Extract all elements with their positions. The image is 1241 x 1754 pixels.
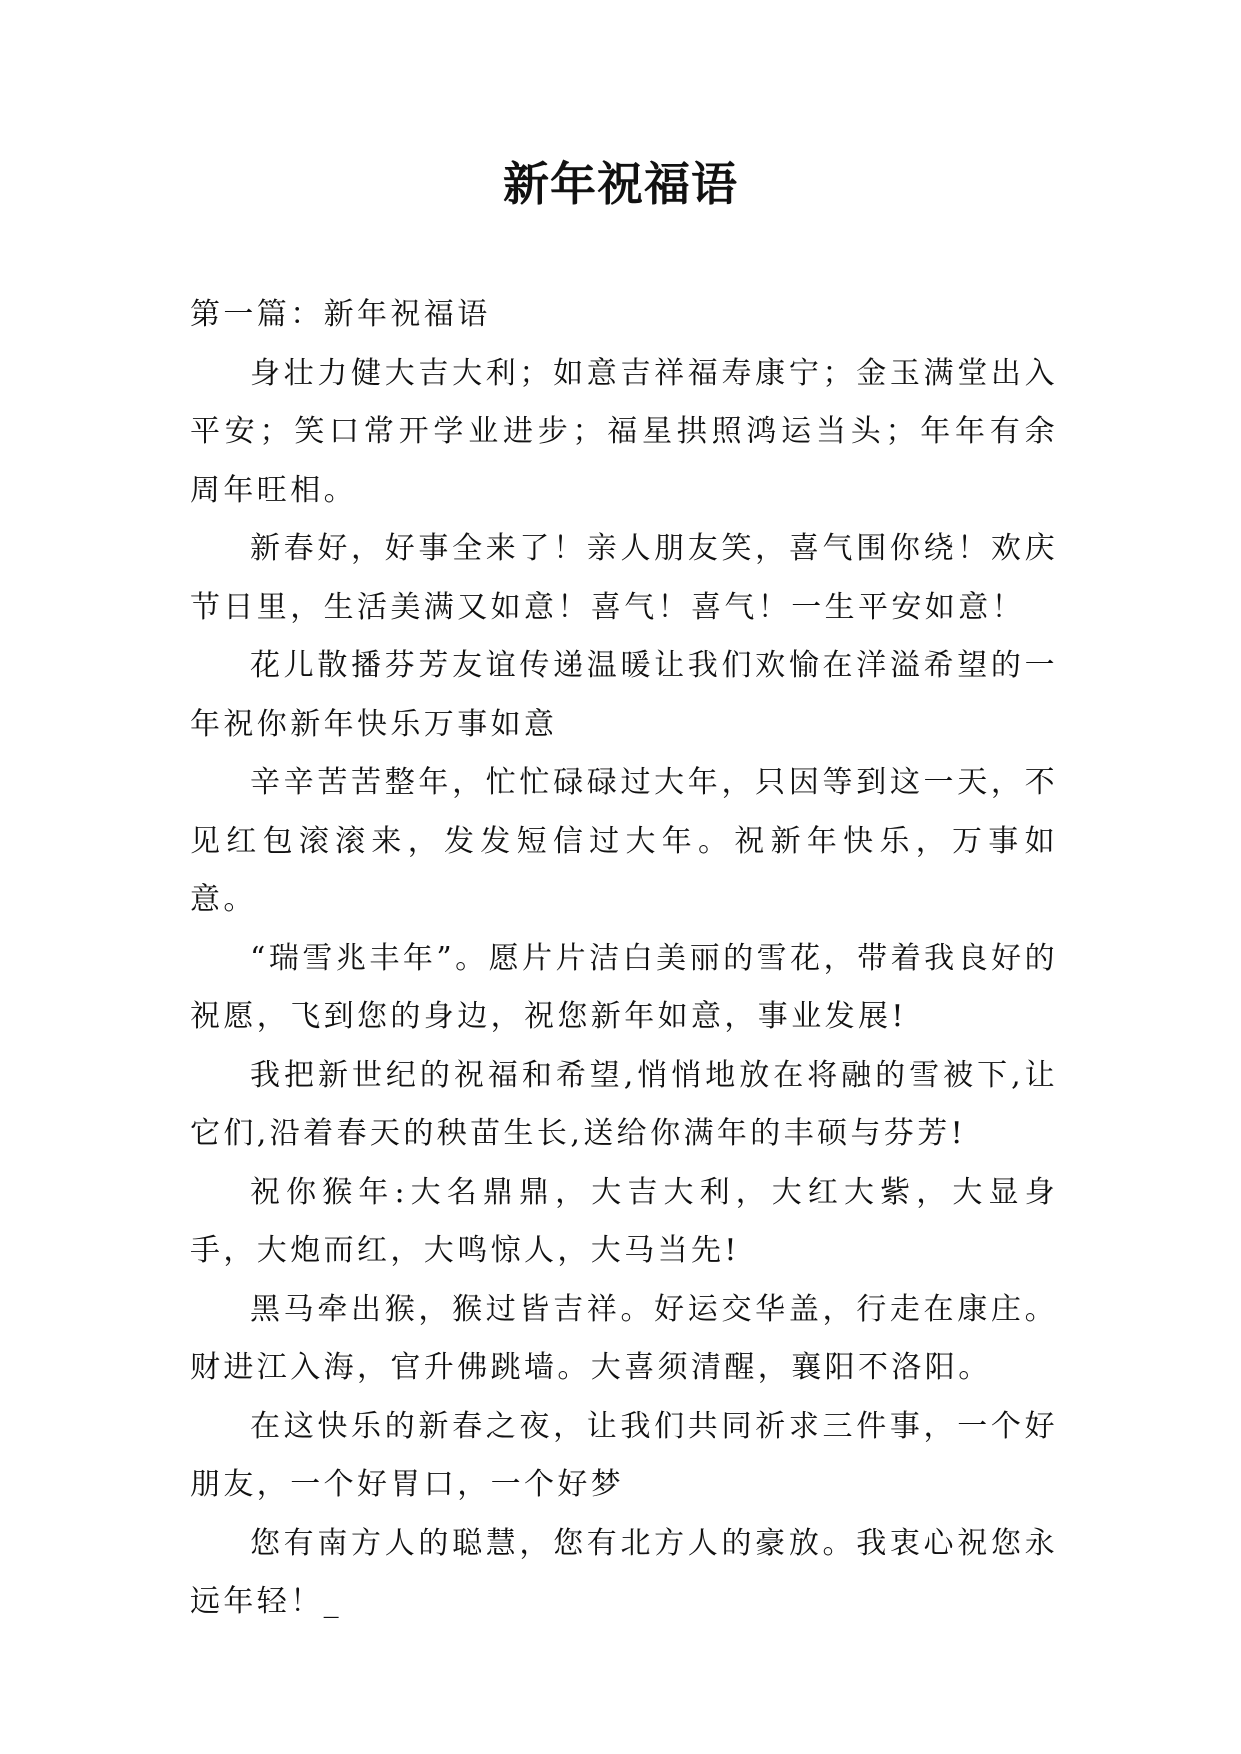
paragraph: 我把新世纪的祝福和希望,悄悄地放在将融的雪被下,让它们,沿着春天的秧苗生长,送给你满年的丰硕与芬芳! <box>190 1057 1058 1151</box>
paragraph: 您有南方人的聪慧，您有北方人的豪放。我衷心祝您永远年轻！_ <box>190 1525 1058 1619</box>
document-title: 新年祝福语 <box>503 157 738 211</box>
paragraph: 祝你猴年:大名鼎鼎，大吉大利，大红大紫，大显身手，大炮而红，大鸣惊人，大马当先! <box>190 1174 1058 1268</box>
section-heading: 第一篇：新年祝福语 <box>190 297 491 332</box>
paragraph: 在这快乐的新春之夜，让我们共同祈求三件事，一个好朋友，一个好胃口，一个好梦 <box>190 1408 1058 1502</box>
paragraph: 身壮力健大吉大利；如意吉祥福寿康宁；金玉满堂出入平安；笑口常开学业进步；福星拱照鸿运当头；年年有余周年旺相。 <box>190 355 1058 508</box>
document-body <box>190 286 1058 1632</box>
paragraph: 花儿散播芬芳友谊传递温暖让我们欢愉在洋溢希望的一年祝你新年快乐万事如意 <box>190 648 1058 742</box>
paragraph: “瑞雪兆丰年”。愿片片洁白美丽的雪花，带着我良好的祝愿，飞到您的身边，祝您新年如意，事业发展! <box>190 940 1058 1034</box>
paragraph: 新春好，好事全来了！亲人朋友笑，喜气围你绕！欢庆节日里，生活美满又如意！喜气！喜气！一生平安如意！ <box>190 531 1058 625</box>
paragraph: 辛辛苦苦整年，忙忙碌碌过大年，只因等到这一天，不见红包滚滚来，发发短信过大年。祝新年快乐，万事如意。 <box>190 765 1058 917</box>
paragraph: 黑马牵出猴，猴过皆吉祥。好运交华盖，行走在康庄。财进江入海，官升佛跳墙。大喜须清醒，襄阳不洛阳。 <box>190 1291 1058 1385</box>
